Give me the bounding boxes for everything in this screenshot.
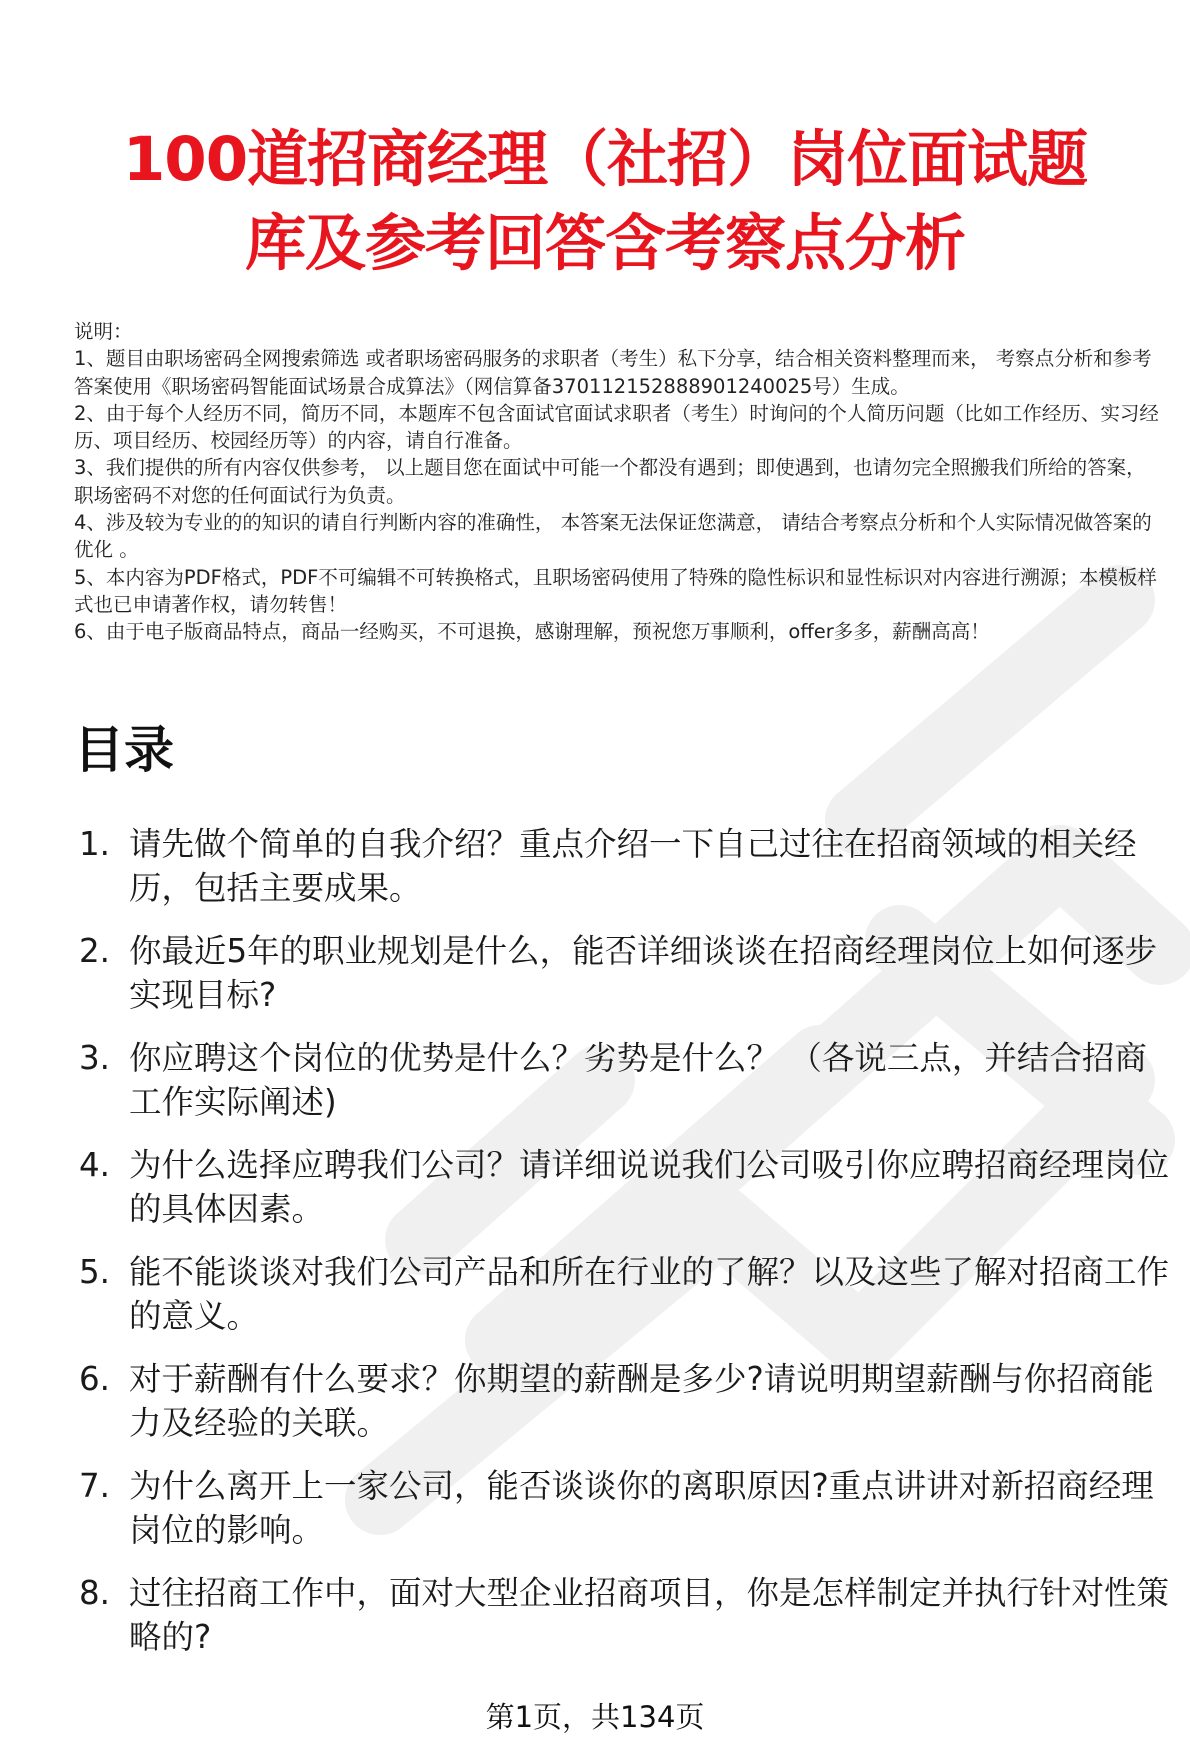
toc-item[interactable] xyxy=(74,1143,1174,1231)
toc-item-text: 为什么选择应聘我们公司？请详细说说我们公司吸引你应聘招商经理岗位的具体因素。 xyxy=(129,1146,1170,1228)
toc-item-number: 3. xyxy=(79,1039,111,1077)
toc-item-text: 过往招商工作中，面对大型企业招商项目，你是怎样制定并执行针对性策略的? xyxy=(129,1574,1170,1656)
toc-item[interactable] xyxy=(74,1036,1174,1124)
toc-item[interactable] xyxy=(74,1464,1174,1552)
instructions-label: 说明： xyxy=(74,320,133,343)
toc-item-text: 为什么离开上一家公司，能否谈谈你的离职原因?重点讲讲对新招商经理岗位的影响。 xyxy=(129,1467,1154,1549)
toc-item-number: 7. xyxy=(79,1467,111,1505)
document-title xyxy=(60,118,1150,286)
toc-item-text: 你最近5年的职业规划是什么，能否详细谈谈在招商经理岗位上如何逐步实现目标? xyxy=(129,932,1158,1014)
toc-item[interactable] xyxy=(74,929,1174,1017)
toc-item-number: 4. xyxy=(79,1146,111,1184)
toc-item-text: 对于薪酬有什么要求？你期望的薪酬是多少?请说明期望薪酬与你招商能力及经验的关联。 xyxy=(129,1360,1154,1442)
toc-item[interactable] xyxy=(74,1250,1174,1338)
instruction-item: 2、由于每个人经历不同，简历不同，本题库不包含面试官面试求职者（考生）时询问的个人简历问题（比如工作经历、实习经历、项目经历、校园经历等）的内容，请自行准备。 xyxy=(74,401,1159,453)
toc-item[interactable] xyxy=(74,1357,1174,1445)
toc-item[interactable] xyxy=(74,822,1174,910)
title-line-2: 库及参考回答含考察点分析 xyxy=(244,208,965,279)
instructions-section xyxy=(74,318,1164,646)
toc-item-text: 能不能谈谈对我们公司产品和所在行业的了解？以及这些了解对招商工作的意义。 xyxy=(129,1253,1170,1335)
toc-list xyxy=(74,822,1174,1678)
toc-item-number: 5. xyxy=(79,1253,111,1291)
page-number: 第1页，共134页 xyxy=(485,1700,705,1734)
toc-item[interactable] xyxy=(74,1571,1174,1659)
toc-item-number: 6. xyxy=(79,1360,111,1398)
instruction-item: 3、我们提供的所有内容仅供参考， 以上题目您在面试中可能一个都没有遇到；即使遇到，也请勿完全照搬我们所给的答案，职场密码不对您的任何面试行为负责。 xyxy=(74,456,1146,507)
instruction-item: 5、本内容为PDF格式，PDF不可编辑不可转换格式，且职场密码使用了特殊的隐性标识和显性标识对内容进行溯源；本模板样式也已申请著作权，请勿转售！ xyxy=(74,565,1157,616)
toc-item-number: 1. xyxy=(79,825,111,863)
toc-item-number: 2. xyxy=(79,932,111,970)
toc-heading: 目录 xyxy=(74,721,174,779)
instruction-item: 6、由于电子版商品特点，商品一经购买，不可退换，感谢理解，预祝您万事顺利，offer多多，薪酬高高！ xyxy=(74,620,990,644)
instruction-item: 1、题目由职场密码全网搜索筛选 或者职场密码服务的求职者（考生）私下分享，结合相关资料整理而来， 考察点分析和参考答案使用《职场密码智能面试场景合成算法》（网信算备370112152888901240025号）生成。 xyxy=(74,347,1152,398)
toc-item-number: 8. xyxy=(79,1574,111,1612)
toc-item-text: 请先做个简单的自我介绍？重点介绍一下自己过往在招商领域的相关经历，包括主要成果。 xyxy=(129,825,1137,907)
instruction-item: 4、涉及较为专业的的知识的请自行判断内容的准确性， 本答案无法保证您满意， 请结合考察点分析和个人实际情况做答案的优化 。 xyxy=(74,511,1152,562)
title-line-1: 100道招商经理（社招）岗位面试题 xyxy=(122,124,1088,195)
toc-item-text: 你应聘这个岗位的优势是什么？劣势是什么？ （各说三点，并结合招商工作实际阐述) xyxy=(129,1039,1147,1121)
